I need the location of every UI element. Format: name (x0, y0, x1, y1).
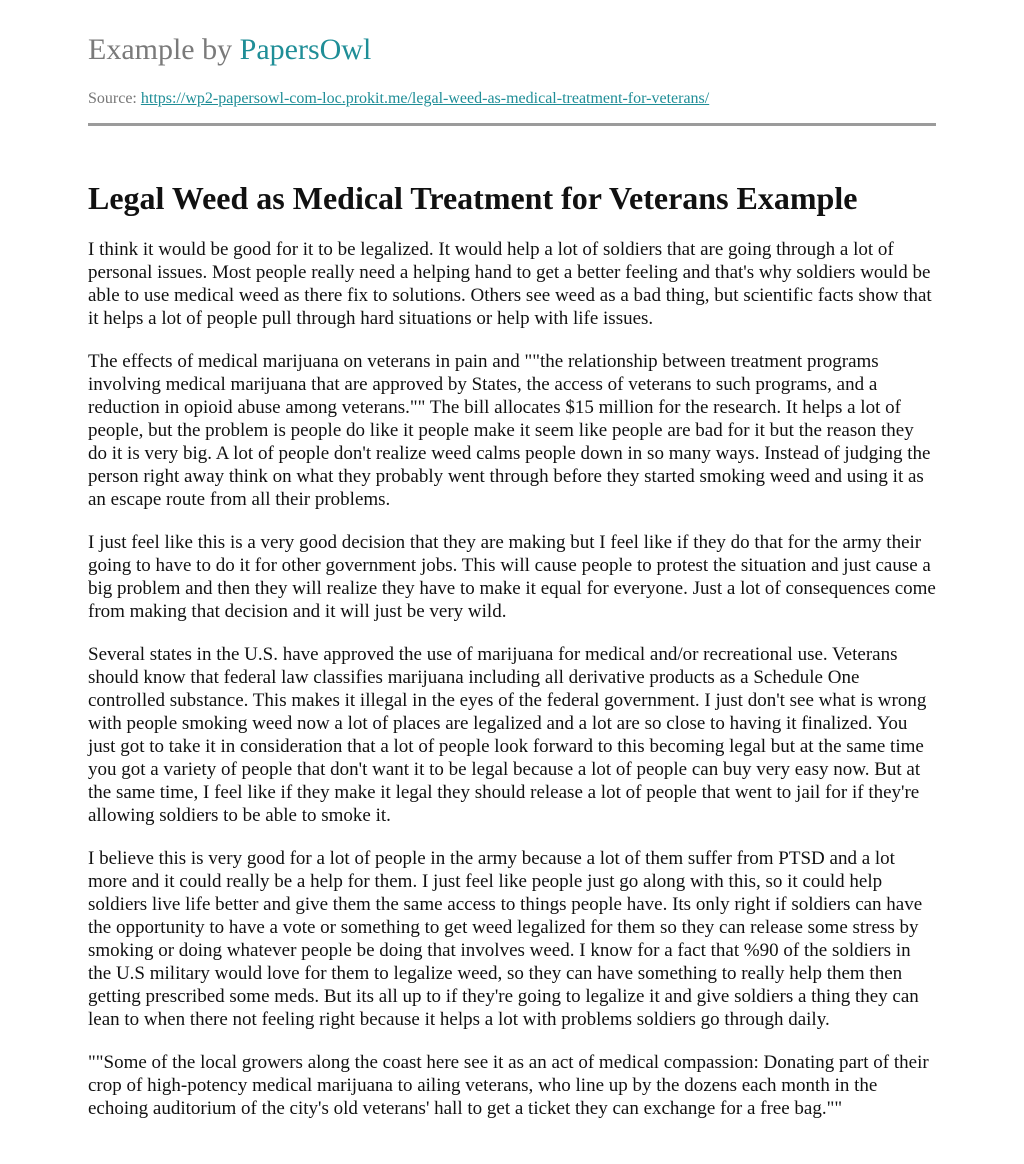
source-label: Source: (88, 90, 141, 107)
document-title: Legal Weed as Medical Treatment for Veterans Example (88, 180, 858, 216)
brand-prefix: Example by (88, 33, 240, 66)
paragraph: I think it would be good for it to be legalized. It would help a lot of soldiers that are going through a lot of personal issues. Most people really need a helping hand to get a better feeling and that's why soldiers would be able to use medical weed as there fix to solutions. Others see weed as a bad thing, but scientific facts show that it helps a lot of people pull through hard situations or help with life issues. (88, 239, 932, 329)
paragraph: Several states in the U.S. have approved the use of marijuana for medical and/or recreational use. Veterans should know that federal law classifies marijuana including all derivative products as a Schedule One controlled substance. This makes it illegal in the eyes of the federal government. I just don't see what is wrong with people smoking weed now a lot of places are legalized and a lot are so close to having it finalized. You just got to take it in consideration that a lot of people look forward to this becoming legal but at the same time you got a variety of people that don't want it to be legal because a lot of people can buy very easy now. But at the same time, I feel like if they make it legal they should release a lot of people that went to jail for if they're allowing soldiers to be able to smoke it. (88, 644, 927, 826)
header-divider (88, 123, 936, 126)
source-line (88, 88, 936, 110)
paragraph: I just feel like this is a very good decision that they are making but I feel like if they do that for the army their going to have to do it for other government jobs. This will cause people to protest the situation and just cause a big problem and then they will realize they have to make it equal for everyone. Just a lot of consequences come from making that decision and it will just be very wild. (88, 532, 936, 622)
source-link[interactable]: https://wp2-papersowl-com-loc.prokit.me/legal-weed-as-medical-treatment-for-veterans/ (140, 90, 710, 107)
document-body (88, 238, 936, 1120)
paragraph: ""Some of the local growers along the coast here see it as an act of medical compassion: Donating part of their crop of high-potency medical marijuana to ailing veterans, who line up by the dozens each month in the echoing auditorium of the city's old veterans' hall to get a ticket they can exchange for a free bag."" (88, 1052, 929, 1119)
document-page (88, 30, 936, 1140)
brand-name: PapersOwl (239, 33, 372, 66)
paragraph: The effects of medical marijuana on veterans in pain and ""the relationship between treatment programs involving medical marijuana that are approved by States, the access of veterans to such programs, and a reduction in opioid abuse among veterans."" The bill allocates $15 million for the research. It helps a lot of people, but the problem is people do like it people make it seem like people are bad for it but the reason they do it is very big. A lot of people don't realize weed calms people down in so many ways. Instead of judging the person right away think on what they probably went through before they started smoking weed and using it as an escape route from all their problems. (88, 351, 931, 510)
brand-header (88, 30, 936, 70)
paragraph: I believe this is very good for a lot of people in the army because a lot of them suffer from PTSD and a lot more and it could really be a help for them. I just feel like people just go along with this, so it could help soldiers live life better and give them the same access to things people have. Its only right if soldiers can have the opportunity to have a vote or something to get weed legalized for them so they can release some stress by smoking or doing whatever people be doing that involves weed. I know for a fact that %90 of the soldiers in the U.S military would love for them to legalize weed, so they can have something to really help them then getting prescribed some meds. But its all up to if they're going to legalize it and give soldiers a thing they can lean to when there not feeling right because it helps a lot with problems soldiers go through daily. (88, 848, 923, 1030)
